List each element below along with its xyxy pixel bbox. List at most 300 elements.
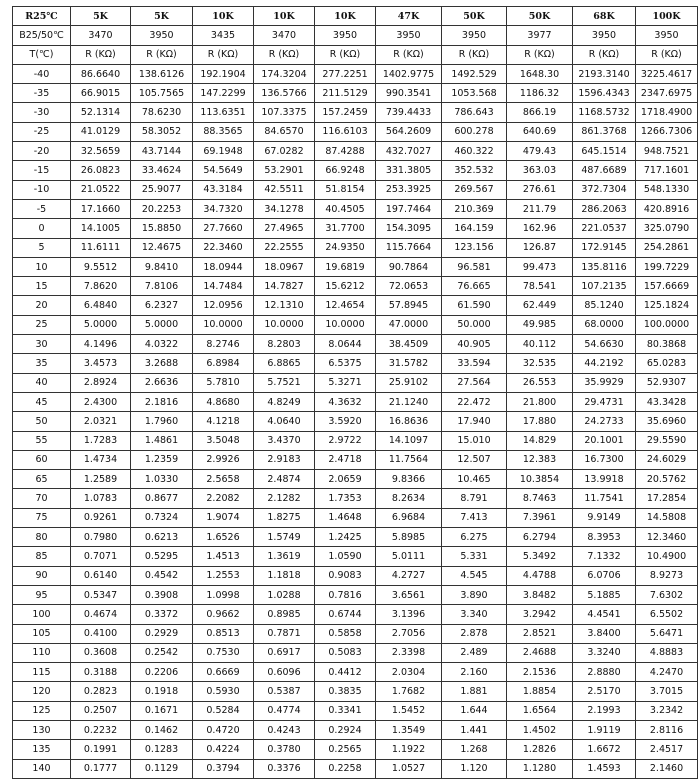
table-cell: 2.0659	[315, 470, 376, 489]
table-cell: 1.0998	[193, 585, 254, 604]
table-cell: 717.1601	[636, 161, 698, 180]
table-cell: 0.2507	[71, 701, 131, 720]
table-cell: 2.4517	[636, 740, 698, 759]
table-cell: 1.644	[442, 701, 507, 720]
table-cell: 600.278	[442, 122, 507, 141]
table-cell: 107.2135	[573, 277, 636, 296]
table-cell: 0.9083	[315, 566, 376, 585]
table-cell: 42.5511	[254, 180, 315, 199]
table-cell: 26.0823	[71, 161, 131, 180]
row-label-cell: -35	[13, 84, 71, 103]
table-cell: 0.2258	[315, 759, 376, 778]
row-label-cell: -40	[13, 64, 71, 83]
table-cell: 286.2063	[573, 199, 636, 218]
table-cell: 3.3240	[573, 643, 636, 662]
table-cell: 7.8620	[71, 277, 131, 296]
table-cell: 14.1005	[71, 219, 131, 238]
table-cell: 12.3460	[636, 528, 698, 547]
table-cell: 0.5858	[315, 624, 376, 643]
table-cell: 331.3805	[376, 161, 442, 180]
table-cell: 10.465	[442, 470, 507, 489]
table-cell: 34.7320	[193, 199, 254, 218]
table-cell: 3.340	[442, 605, 507, 624]
table-cell: 105.7565	[131, 84, 193, 103]
table-row	[13, 84, 698, 103]
table-cell: 0.3188	[71, 663, 131, 682]
table-cell: 2.1282	[254, 489, 315, 508]
row-label-cell: 80	[13, 528, 71, 547]
table-cell: 2.0321	[71, 412, 131, 431]
row-label-cell: 20	[13, 296, 71, 315]
table-cell: 7.1332	[573, 547, 636, 566]
row-label-cell: 105	[13, 624, 71, 643]
table-cell: 1.0288	[254, 585, 315, 604]
table-cell: 12.0956	[193, 296, 254, 315]
table-cell: 14.829	[507, 431, 573, 450]
table-cell: 432.7027	[376, 142, 442, 161]
table-cell: 1.3549	[376, 720, 442, 739]
table-cell: 197.7464	[376, 199, 442, 218]
table-cell: 372.7304	[573, 180, 636, 199]
table-row	[13, 740, 698, 759]
table-cell: 4.8883	[636, 643, 698, 662]
table-cell: 17.1660	[71, 199, 131, 218]
table-cell: 1.8854	[507, 682, 573, 701]
table-cell: 35.9929	[573, 373, 636, 392]
table-cell: 2.8521	[507, 624, 573, 643]
table-cell: 1.0527	[376, 759, 442, 778]
table-cell: 0.9662	[193, 605, 254, 624]
table-cell: 6.2327	[131, 296, 193, 315]
table-cell: 27.564	[442, 373, 507, 392]
table-cell: 1648.30	[507, 64, 573, 83]
table-cell: 5K	[71, 7, 131, 26]
table-cell: 2.8880	[573, 663, 636, 682]
table-cell: R (KΩ)	[636, 45, 698, 64]
table-cell: 8.791	[442, 489, 507, 508]
table-cell: 192.1904	[193, 64, 254, 83]
table-cell: 22.3460	[193, 238, 254, 257]
table-cell: 0.2823	[71, 682, 131, 701]
table-cell: 47K	[376, 7, 442, 26]
table-cell: 5.331	[442, 547, 507, 566]
table-cell: 29.5590	[636, 431, 698, 450]
table-cell: 990.3541	[376, 84, 442, 103]
table-cell: 3470	[254, 26, 315, 45]
table-cell: 8.2803	[254, 335, 315, 354]
table-cell: 0.2232	[71, 720, 131, 739]
table-cell: 3950	[636, 26, 698, 45]
table-cell: 52.9307	[636, 373, 698, 392]
table-cell: 5.0000	[131, 315, 193, 334]
table-cell: 0.5083	[315, 643, 376, 662]
table-row	[13, 624, 698, 643]
table-cell: 4.8680	[193, 392, 254, 411]
table-cell: R (KΩ)	[131, 45, 193, 64]
table-cell: 3.4370	[254, 431, 315, 450]
table-cell: 18.0967	[254, 257, 315, 276]
table-cell: 739.4433	[376, 103, 442, 122]
table-cell: 3950	[573, 26, 636, 45]
table-cell: 136.5766	[254, 84, 315, 103]
table-cell: 2347.6975	[636, 84, 698, 103]
table-cell: 7.8106	[131, 277, 193, 296]
table-cell: 54.6630	[573, 335, 636, 354]
table-cell: 3977	[507, 26, 573, 45]
table-cell: 12.383	[507, 450, 573, 469]
table-cell: 4.545	[442, 566, 507, 585]
table-cell: 78.6230	[131, 103, 193, 122]
table-row	[13, 412, 698, 431]
table-cell: 21.0522	[71, 180, 131, 199]
row-label-cell: 30	[13, 335, 71, 354]
row-label-cell: 115	[13, 663, 71, 682]
table-cell: 4.4788	[507, 566, 573, 585]
table-row	[13, 315, 698, 334]
table-cell: 14.5808	[636, 508, 698, 527]
table-cell: 68.0000	[573, 315, 636, 334]
table-cell: 2.1536	[507, 663, 573, 682]
table-cell: R (KΩ)	[315, 45, 376, 64]
table-cell: 2.4718	[315, 450, 376, 469]
table-cell: 90.7864	[376, 257, 442, 276]
table-cell: 27.7660	[193, 219, 254, 238]
table-cell: 5.8985	[376, 528, 442, 547]
table-cell: 174.3204	[254, 64, 315, 83]
table-row	[13, 373, 698, 392]
row-label-cell: 25	[13, 315, 71, 334]
table-row	[13, 701, 698, 720]
table-cell: 2.160	[442, 663, 507, 682]
table-cell: 0.1671	[131, 701, 193, 720]
table-cell: 2.4300	[71, 392, 131, 411]
table-cell: 548.1330	[636, 180, 698, 199]
table-cell: 0.5295	[131, 547, 193, 566]
table-cell: 3.4573	[71, 354, 131, 373]
table-cell: 4.0640	[254, 412, 315, 431]
table-cell: 21.800	[507, 392, 573, 411]
table-cell: 0.8513	[193, 624, 254, 643]
table-cell: 17.2854	[636, 489, 698, 508]
table-cell: 1.1818	[254, 566, 315, 585]
table-cell: 199.7229	[636, 257, 698, 276]
table-cell: 1.7283	[71, 431, 131, 450]
table-cell: 15.010	[442, 431, 507, 450]
table-cell: 0.7071	[71, 547, 131, 566]
table-cell: 0.3341	[315, 701, 376, 720]
table-row	[13, 489, 698, 508]
table-cell: 1.6564	[507, 701, 573, 720]
table-cell: 2.7056	[376, 624, 442, 643]
table-cell: 2.8924	[71, 373, 131, 392]
table-row	[13, 566, 698, 585]
table-row	[13, 720, 698, 739]
table-cell: 72.0653	[376, 277, 442, 296]
table-cell: 211.79	[507, 199, 573, 218]
table-cell: 18.0944	[193, 257, 254, 276]
table-cell: 67.0282	[254, 142, 315, 161]
table-cell: 40.4505	[315, 199, 376, 218]
table-cell: 3.2688	[131, 354, 193, 373]
table-cell: 1.2425	[315, 528, 376, 547]
header-row-units	[13, 45, 698, 64]
table-cell: 0.6213	[131, 528, 193, 547]
row-label-cell: 5	[13, 238, 71, 257]
row-label-cell: 45	[13, 392, 71, 411]
header-row-r25	[13, 7, 698, 26]
table-cell: 20.2253	[131, 199, 193, 218]
table-cell: 0.2929	[131, 624, 193, 643]
table-cell: 1718.4900	[636, 103, 698, 122]
table-cell: 861.3768	[573, 122, 636, 141]
table-cell: 0.8985	[254, 605, 315, 624]
table-cell: 66.9248	[315, 161, 376, 180]
table-cell: 1.5749	[254, 528, 315, 547]
table-row	[13, 508, 698, 527]
table-cell: 17.940	[442, 412, 507, 431]
table-cell: 35.6960	[636, 412, 698, 431]
table-cell: 0.8677	[131, 489, 193, 508]
table-row	[13, 585, 698, 604]
table-cell: 16.7300	[573, 450, 636, 469]
table-cell: 3435	[193, 26, 254, 45]
table-cell: 3950	[315, 26, 376, 45]
ntc-resistance-table	[12, 6, 698, 779]
table-cell: 107.3375	[254, 103, 315, 122]
table-cell: 0.7530	[193, 643, 254, 662]
table-cell: 1.268	[442, 740, 507, 759]
table-cell: 3.1396	[376, 605, 442, 624]
table-cell: 1.4734	[71, 450, 131, 469]
table-cell: 2.9926	[193, 450, 254, 469]
table-cell: 12.1310	[254, 296, 315, 315]
table-cell: 10.4900	[636, 547, 698, 566]
table-cell: 8.3953	[573, 528, 636, 547]
table-cell: 15.8850	[131, 219, 193, 238]
ntc-table-container	[12, 6, 698, 779]
table-cell: 1.1922	[376, 740, 442, 759]
table-row	[13, 682, 698, 701]
row-label-cell: 35	[13, 354, 71, 373]
table-row	[13, 238, 698, 257]
table-cell: 5.0000	[71, 315, 131, 334]
table-cell: 3.6561	[376, 585, 442, 604]
row-label-cell: 65	[13, 470, 71, 489]
table-cell: 1.7960	[131, 412, 193, 431]
table-cell: 1.3619	[254, 547, 315, 566]
table-cell: 88.3565	[193, 122, 254, 141]
table-cell: 157.2459	[315, 103, 376, 122]
table-cell: 0.1991	[71, 740, 131, 759]
table-cell: 126.87	[507, 238, 573, 257]
table-row	[13, 470, 698, 489]
table-cell: 5.3271	[315, 373, 376, 392]
table-cell: 6.5375	[315, 354, 376, 373]
table-cell: 1.5452	[376, 701, 442, 720]
table-cell: 1266.7306	[636, 122, 698, 141]
table-cell: 15.6212	[315, 277, 376, 296]
table-cell: 84.6570	[254, 122, 315, 141]
table-cell: 363.03	[507, 161, 573, 180]
table-cell: 254.2861	[636, 238, 698, 257]
table-cell: 1.9119	[573, 720, 636, 739]
table-cell: 8.9273	[636, 566, 698, 585]
table-cell: 20.1001	[573, 431, 636, 450]
table-cell: 1492.529	[442, 64, 507, 83]
table-cell: 0.1283	[131, 740, 193, 759]
table-cell: 43.3184	[193, 180, 254, 199]
table-cell: 2.878	[442, 624, 507, 643]
table-cell: 16.8636	[376, 412, 442, 431]
table-row	[13, 64, 698, 83]
table-cell: 61.590	[442, 296, 507, 315]
table-cell: 125.1824	[636, 296, 698, 315]
table-row	[13, 180, 698, 199]
table-cell: 564.2609	[376, 122, 442, 141]
table-cell: 0.1462	[131, 720, 193, 739]
table-row	[13, 257, 698, 276]
table-cell: 113.6351	[193, 103, 254, 122]
table-cell: 1.2589	[71, 470, 131, 489]
row-label-cell: 135	[13, 740, 71, 759]
table-cell: 2.1460	[636, 759, 698, 778]
table-cell: 22.472	[442, 392, 507, 411]
table-cell: 47.0000	[376, 315, 442, 334]
row-label-cell: B25/50℃	[13, 26, 71, 45]
table-cell: 1.441	[442, 720, 507, 739]
table-cell: 3.7015	[636, 682, 698, 701]
table-cell: 4.2470	[636, 663, 698, 682]
table-cell: 5.3492	[507, 547, 573, 566]
table-cell: 210.369	[442, 199, 507, 218]
table-cell: 0.7980	[71, 528, 131, 547]
table-cell: 5.1885	[573, 585, 636, 604]
table-cell: R (KΩ)	[507, 45, 573, 64]
table-cell: 76.665	[442, 277, 507, 296]
table-cell: 33.4624	[131, 161, 193, 180]
table-row	[13, 392, 698, 411]
table-cell: 948.7521	[636, 142, 698, 161]
table-cell: 44.2192	[573, 354, 636, 373]
table-cell: R (KΩ)	[254, 45, 315, 64]
table-cell: 1.8275	[254, 508, 315, 527]
table-cell: 7.413	[442, 508, 507, 527]
table-cell: 269.567	[442, 180, 507, 199]
table-cell: 4.1496	[71, 335, 131, 354]
table-cell: 6.8865	[254, 354, 315, 373]
table-cell: 17.880	[507, 412, 573, 431]
table-cell: 0.1129	[131, 759, 193, 778]
table-row	[13, 450, 698, 469]
table-cell: 54.5649	[193, 161, 254, 180]
row-label-cell: 0	[13, 219, 71, 238]
table-cell: 25.9102	[376, 373, 442, 392]
table-cell: 2.0304	[376, 663, 442, 682]
table-cell: 1.881	[442, 682, 507, 701]
table-cell: 0.4100	[71, 624, 131, 643]
table-cell: 1.4648	[315, 508, 376, 527]
table-cell: 116.6103	[315, 122, 376, 141]
table-cell: 0.1777	[71, 759, 131, 778]
table-row	[13, 142, 698, 161]
table-cell: 12.507	[442, 450, 507, 469]
table-cell: 22.2555	[254, 238, 315, 257]
table-cell: 2.4688	[507, 643, 573, 662]
row-label-cell: 55	[13, 431, 71, 450]
table-cell: 9.5512	[71, 257, 131, 276]
table-cell: 68K	[573, 7, 636, 26]
table-cell: 3.2342	[636, 701, 698, 720]
table-cell: 57.8945	[376, 296, 442, 315]
table-cell: 0.4542	[131, 566, 193, 585]
table-cell: 78.541	[507, 277, 573, 296]
table-cell: 0.3608	[71, 643, 131, 662]
table-cell: 5.7810	[193, 373, 254, 392]
table-cell: 24.2733	[573, 412, 636, 431]
table-cell: 6.4840	[71, 296, 131, 315]
table-cell: 100K	[636, 7, 698, 26]
row-label-cell: 85	[13, 547, 71, 566]
table-cell: 24.6029	[636, 450, 698, 469]
table-cell: 2.9722	[315, 431, 376, 450]
table-cell: 147.2299	[193, 84, 254, 103]
table-cell: 0.3780	[254, 740, 315, 759]
table-cell: 9.8366	[376, 470, 442, 489]
table-cell: 29.4731	[573, 392, 636, 411]
row-label-cell: 110	[13, 643, 71, 662]
table-cell: 34.1278	[254, 199, 315, 218]
table-cell: 9.8410	[131, 257, 193, 276]
table-cell: 0.3376	[254, 759, 315, 778]
table-cell: 12.4675	[131, 238, 193, 257]
table-cell: 50.000	[442, 315, 507, 334]
table-row	[13, 335, 698, 354]
table-cell: 211.5129	[315, 84, 376, 103]
table-cell: 11.6111	[71, 238, 131, 257]
table-cell: 460.322	[442, 142, 507, 161]
table-cell: 14.1097	[376, 431, 442, 450]
table-cell: 0.2542	[131, 643, 193, 662]
table-cell: 0.3835	[315, 682, 376, 701]
table-row	[13, 547, 698, 566]
table-cell: 31.7700	[315, 219, 376, 238]
table-cell: 4.1218	[193, 412, 254, 431]
table-cell: 13.9918	[573, 470, 636, 489]
table-cell: 10K	[254, 7, 315, 26]
table-cell: 2.5170	[573, 682, 636, 701]
row-label-cell: 130	[13, 720, 71, 739]
table-cell: 2193.3140	[573, 64, 636, 83]
table-cell: 25.9077	[131, 180, 193, 199]
row-label-cell: 50	[13, 412, 71, 431]
table-cell: 6.5502	[636, 605, 698, 624]
table-cell: 3950	[131, 26, 193, 45]
table-cell: 135.8116	[573, 257, 636, 276]
table-cell: 154.3095	[376, 219, 442, 238]
table-cell: 645.1514	[573, 142, 636, 161]
table-cell: 0.5387	[254, 682, 315, 701]
table-cell: 157.6669	[636, 277, 698, 296]
table-cell: 0.7324	[131, 508, 193, 527]
row-label-cell: 95	[13, 585, 71, 604]
table-cell: 11.7564	[376, 450, 442, 469]
table-cell: 0.4412	[315, 663, 376, 682]
table-cell: 3950	[376, 26, 442, 45]
table-row	[13, 528, 698, 547]
table-cell: 0.4224	[193, 740, 254, 759]
table-cell: 21.1240	[376, 392, 442, 411]
table-cell: 2.4874	[254, 470, 315, 489]
